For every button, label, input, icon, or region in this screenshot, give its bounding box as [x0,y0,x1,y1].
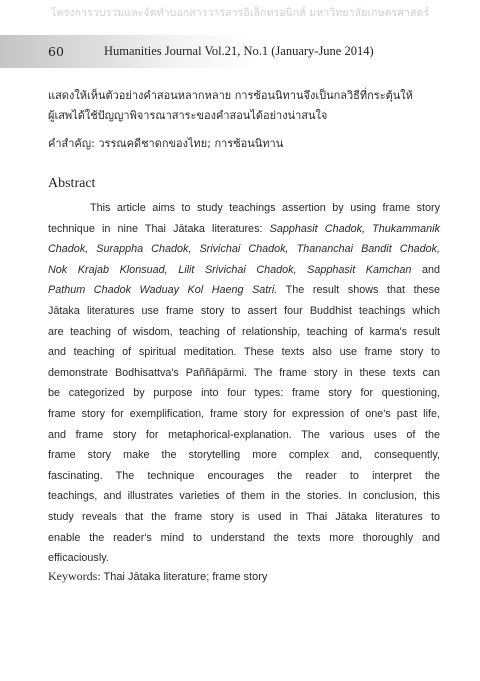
english-keywords-value: Thai Jātaka literature; frame story [103,571,268,583]
watermark-text: โครงการวบรวมและจัดทำบอกสารวารสารอิเล็กทรอนิกส์ มหาวิทยาลัยเกษตรศาสตร์ [50,7,430,19]
abstract-line: frame story make the storytelling more complex and, consequently, [48,449,440,462]
abstract-line-italic: Nok Krajab Klonsuad, Lilit Srivichai Chadok, Sapphasit Kamchan [48,263,412,276]
abstract-line-italic: Sapphasit Chadok, Thukammanik [269,222,440,235]
abstract-line-text: The result shows that these [277,284,440,297]
thai-keywords-value: วรรณคดีชาดกของไทย; การซ้อนนิทาน [98,137,284,150]
page-number: 60 [48,44,64,59]
abstract-line: fascinating. The technique encourages the reader to interpret the [48,469,440,482]
abstract-line [48,219,440,240]
abstract-line: study reveals that the frame story is used in Thai Jātaka literatures to [48,510,440,523]
abstract-line: frame story for exemplification, frame story for expression of one's past life, [48,407,440,420]
abstract-line-italic: Chadok, Surappha Chadok, Srivichai Chadok, Thananchai Bandit Chadok, [48,243,440,256]
running-title: Humanities Journal Vol.21, No.1 (January-June 2014) [104,44,374,58]
abstract-line-text: technique in nine Thai Jātaka literatures: [48,222,270,235]
abstract-line: and teaching of spiritual meditation. These texts also use frame story to [48,346,440,359]
abstract-line: teachings, and illustrates varieties of them in the stories. In conclusion, this [48,490,440,503]
thai-abstract-paragraph [48,86,440,126]
abstract-line-italic: Pathum Chadok Waduay Kol Haeng Satri. [48,284,278,297]
abstract-line: efficaciously. [48,552,109,565]
abstract-line: Jātaka literatures use frame story to assert four Buddhist teachings which [48,304,440,317]
abstract-line-text: and [411,263,441,276]
english-keywords-label: Keywords: [48,569,101,583]
abstract-heading: Abstract [48,176,96,191]
thai-abstract-line: ผู้เสพได้ใช้ปัญญาพิจารณาสาระของคำสอนได้อย่างน่าสนใจ [48,109,328,122]
abstract-line [48,280,440,301]
thai-abstract-line: แสดงให้เห็นตัวอย่างคำสอนหลากหลาย การซ้อนนิทานจึงเป็นกลวิธีที่กระตุ้นให้ [48,89,413,102]
thai-keywords [48,134,283,152]
abstract-line: This article aims to study teachings assertion by using frame story [90,202,440,214]
english-keywords [48,569,267,584]
abstract-line [48,260,440,281]
abstract-line: enable the reader's mind to understand the texts more thoroughly and [48,531,440,544]
abstract-line: and frame story for metaphorical-explanation. The various uses of the [48,428,440,441]
abstract-line: demonstrate Bodhisattva's Paññāpārmi. The frame story in these texts can [48,366,440,379]
abstract-line [48,239,440,260]
thai-keywords-label: คำสำคัญ: [48,137,95,150]
abstract-body [48,198,440,569]
abstract-line: be categorized by purpose into four types: frame story for questioning, [48,387,440,400]
abstract-line: are teaching of wisdom, teaching of relationship, teaching of karma's result [48,325,440,338]
